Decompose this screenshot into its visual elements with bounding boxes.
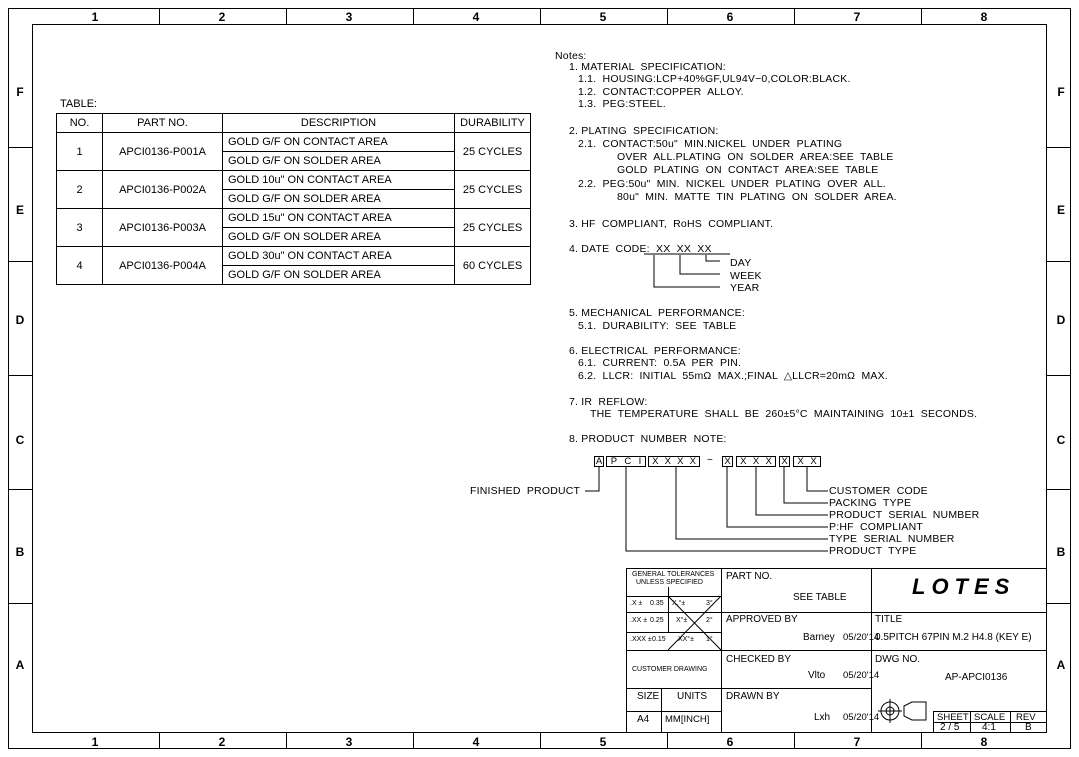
note-8: 8. PRODUCT NUMBER NOTE: [569,433,727,445]
pn-char: X [664,456,671,467]
notes-heading: Notes: [555,50,587,62]
row-durability: 25 CYCLES [455,171,531,209]
note-2: 2. PLATING SPECIFICATION: [569,125,719,137]
units-value: MM[INCH] [665,714,710,725]
table-row [57,171,531,190]
row-description: GOLD G/F ON SOLDER AREA [223,228,455,247]
dwg-no-value: AP-APCI0136 [945,672,1008,683]
row-no: 1 [57,133,103,171]
row-f-right: F [1057,85,1065,99]
col-8-bottom: 8 [980,735,988,749]
customer-drawing-label: CUSTOMER DRAWING [632,666,708,673]
tol-x-angle: X.°± [672,600,686,607]
tol-xx: .XX ± [630,617,648,624]
rev-value: B [1025,722,1032,733]
note-2-1a: 2.1. CONTACT:50u" MIN.NICKEL UNDER PLATING [578,138,843,150]
row-d-right: D [1056,313,1066,327]
pn-group-type-serial [648,456,700,467]
pn-char: X [752,456,760,467]
date-code-week: WEEK [730,270,762,282]
pn-char-hf: X [722,456,733,467]
row-a-left: A [15,658,25,672]
col-1-top: 1 [91,10,99,24]
row-description: GOLD G/F ON SOLDER AREA [223,190,455,209]
col-5-bottom: 5 [599,735,607,749]
col-5-top: 5 [599,10,607,24]
table-row [57,209,531,228]
units-label: UNITS [677,691,707,702]
note-2-2a: 2.2. PEG:50u" MIN. NICKEL UNDER PLATING OVER ALL. [578,178,886,190]
part-no-label: PART NO. [726,571,773,582]
pn-label-hf: P:HF COMPLIANT [829,521,924,533]
note-2-2b: 80u" MIN. MATTE TIN PLATING ON SOLDER AREA. [617,191,897,203]
row-durability: 60 CYCLES [455,247,531,285]
row-durability: 25 CYCLES [455,133,531,171]
row-description: GOLD G/F ON SOLDER AREA [223,152,455,171]
note-7-1: THE TEMPERATURE SHALL BE 260±5°C MAINTAINING 10±1 SECONDS. [590,408,978,420]
pn-char: X [677,456,684,467]
row-description: GOLD 30u" ON CONTACT AREA [223,247,455,266]
tolerance-strike-lines [668,596,721,650]
row-b-left: B [15,545,25,559]
row-b-right: B [1056,545,1066,559]
row-d-left: D [15,313,25,327]
pn-char-p: P [610,456,618,467]
row-part-no: APCI0136-P001A [103,133,223,171]
col-7-bottom: 7 [853,735,861,749]
pn-char: X [797,456,804,467]
checked-date: 05/20'14 [843,670,880,681]
approved-date: 05/20'14 [843,632,880,643]
pn-group-pci [606,456,646,467]
tol-x-value: 0.35 [650,600,664,607]
pn-label-product-type: PRODUCT TYPE [829,545,917,557]
note-6-2: 6.2. LLCR: INITIAL 55mΩ MAX.;FINAL △LLCR=20mΩ MAX. [578,370,888,382]
table-row [57,247,531,266]
row-description: GOLD G/F ON SOLDER AREA [223,266,455,285]
note-4: 4. DATE CODE: XX XX XX [569,243,712,255]
note-5-1: 5.1. DURABILITY: SEE TABLE [578,320,737,332]
table-header-row [57,114,531,133]
header-durability: DURABILITY [455,114,531,133]
row-durability: 25 CYCLES [455,209,531,247]
note-1-1: 1.1. HOUSING:LCP+40%GF,UL94V−0,COLOR:BLACK. [578,73,851,85]
note-6-1: 6.1. CURRENT: 0.5A PER PIN. [578,357,742,369]
note-1-3: 1.3. PEG:STEEL. [578,98,666,110]
note-6: 6. ELECTRICAL PERFORMANCE: [569,345,741,357]
row-description: GOLD 15u" ON CONTACT AREA [223,209,455,228]
pn-char: X [652,456,659,467]
tol-heading-1: GENERAL TOLERANCES [632,571,715,578]
date-code-year: YEAR [730,282,760,294]
date-code-day: DAY [730,257,752,269]
col-4-top: 4 [472,10,480,24]
col-6-bottom: 6 [726,735,734,749]
row-c-right: C [1056,433,1066,447]
checked-name: Vlto [808,670,826,681]
tol-x: .X ± [630,600,643,607]
drawn-name: Lxh [814,712,831,723]
date-code-leaders [640,250,730,295]
table-row [57,133,531,152]
pn-char: X [765,456,772,467]
sheet-label: SHEET [937,712,969,723]
note-2-1b: OVER ALL.PLATING ON SOLDER AREA:SEE TABLE [617,151,894,163]
note-2-1c: GOLD PLATING ON CONTACT AREA:SEE TABLE [617,164,879,176]
approved-label: APPROVED BY [726,614,798,625]
note-1-2: 1.2. CONTACT:COPPER ALLOY. [578,86,744,98]
tol-heading-2: UNLESS SPECIFIED [636,579,703,586]
row-e-left: E [15,203,24,217]
row-description: GOLD G/F ON CONTACT AREA [223,133,455,152]
pn-group-customer [793,456,821,467]
pn-label-product-serial: PRODUCT SERIAL NUMBER [829,509,980,521]
size-value: A4 [637,714,650,725]
pn-char-i: I [638,456,642,467]
tol-x-angle-value: 3° [706,600,713,607]
header-no: NO. [57,114,103,133]
row-no: 2 [57,171,103,209]
drawn-label: DRAWN BY [726,691,780,702]
note-7: 7. IR REFLOW: [569,396,648,408]
pn-char-c: C [624,456,632,467]
row-no: 3 [57,209,103,247]
pn-label-customer-code: CUSTOMER CODE [829,485,928,497]
col-3-top: 3 [345,10,353,24]
finished-product-label: FINISHED PRODUCT [470,485,581,497]
company-logo: LOTES [912,574,1016,599]
dwg-no-label: DWG NO. [875,654,920,665]
rev-label: REV [1016,712,1036,723]
row-a-right: A [1056,658,1066,672]
pn-dash: − [707,455,713,466]
tol-xx-value: 0.25 [650,617,664,624]
col-2-top: 2 [218,10,226,24]
tol-xx-angle: X°± [676,617,688,624]
tol-xxx: .XXX ± [630,636,652,643]
col-2-bottom: 2 [218,735,226,749]
col-8-top: 8 [980,10,988,24]
tol-xx-angle-value: 2° [706,617,713,624]
row-e-right: E [1056,203,1065,217]
col-7-top: 7 [853,10,861,24]
title-value: 0.5PITCH 67PIN M.2 H4.8 (KEY E) [875,632,1032,643]
col-1-bottom: 1 [91,735,99,749]
scale-value: 4:1 [982,722,996,733]
header-description: DESCRIPTION [223,114,455,133]
row-f-left: F [16,85,24,99]
row-no: 4 [57,247,103,285]
product-number-leaders [580,467,830,557]
parts-table [56,113,531,285]
sheet-value: 2 / 5 [940,722,960,733]
pn-char: X [810,456,817,467]
tol-xxx-value: 0.15 [652,636,666,643]
col-4-bottom: 4 [472,735,480,749]
pn-group-product-serial [736,456,776,467]
col-3-bottom: 3 [345,735,353,749]
tol-xxx-angle-value: 1° [706,636,713,643]
pn-label-type-serial: TYPE SERIAL NUMBER [829,533,955,545]
tol-xxx-angle: .XX°± [676,636,694,643]
part-no-value: SEE TABLE [793,592,847,603]
row-c-left: C [15,433,25,447]
table-caption: TABLE: [60,98,98,110]
title-label: TITLE [875,614,903,625]
scale-label: SCALE [974,712,1006,723]
note-1: 1. MATERIAL SPECIFICATION: [569,61,726,73]
size-label: SIZE [637,691,660,702]
approved-name: Barney [803,632,835,643]
row-description: GOLD 10u" ON CONTACT AREA [223,171,455,190]
row-part-no: APCI0136-P003A [103,209,223,247]
header-part-no: PART NO. [103,114,223,133]
pn-char: X [740,456,747,467]
note-3: 3. HF COMPLIANT, RoHS COMPLIANT. [569,218,774,230]
pn-char-a: A [595,456,603,467]
row-part-no: APCI0136-P002A [103,171,223,209]
checked-label: CHECKED BY [726,654,792,665]
pn-char: X [689,456,696,467]
drawn-date: 05/20'14 [843,712,880,723]
note-5: 5. MECHANICAL PERFORMANCE: [569,307,745,319]
col-6-top: 6 [726,10,734,24]
pn-label-packing-type: PACKING TYPE [829,497,912,509]
projection-symbol-icon [876,694,928,728]
row-part-no: APCI0136-P004A [103,247,223,285]
pn-char-packing: X [779,456,790,467]
